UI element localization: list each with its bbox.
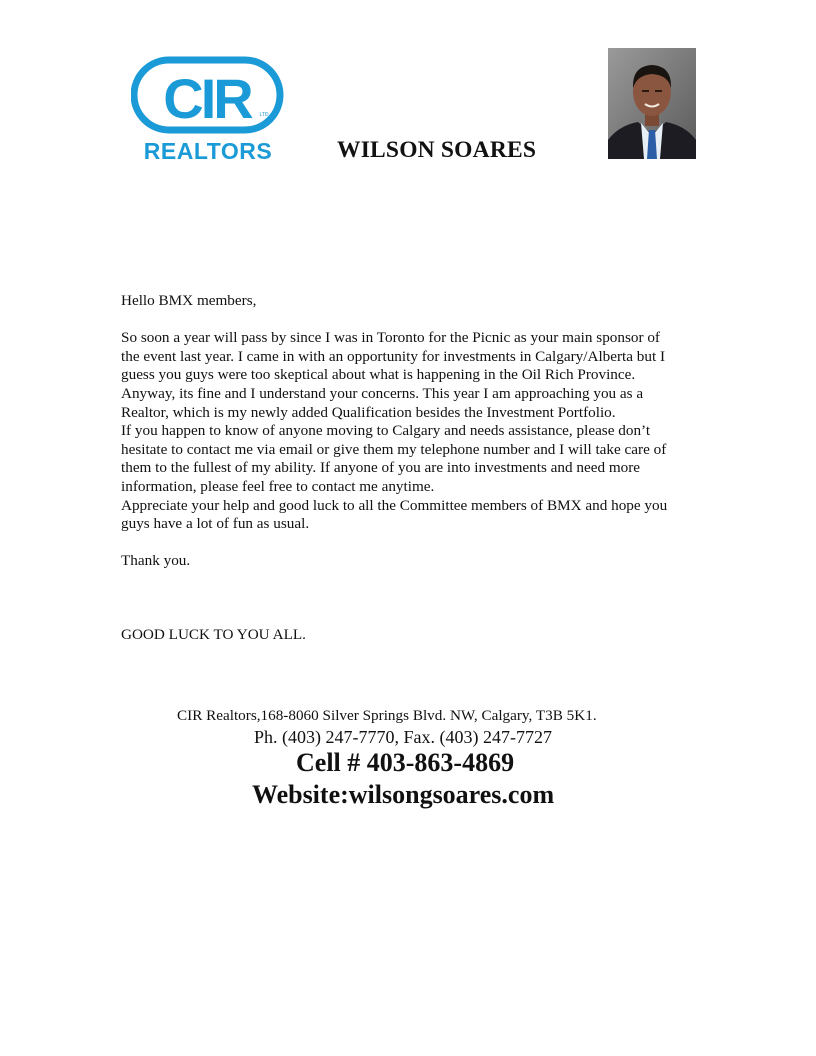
letter-line: guys have a lot of fun as usual.	[121, 515, 310, 533]
logo-ltd-text: LTD	[259, 112, 269, 118]
letter-closing: GOOD LUCK TO YOU ALL.	[121, 625, 306, 643]
logo-brand-text: REALTORS	[143, 138, 273, 164]
portrait-photo-icon	[608, 48, 696, 159]
agent-name-heading: WILSON SOARES	[337, 137, 537, 163]
letter-greeting: Hello BMX members,	[121, 292, 257, 309]
letter-line: So soon a year will pass by since I was in Toronto for the Picnic as your main sponsor of	[121, 329, 660, 347]
website: Website:wilsongsoares.com	[252, 780, 555, 809]
letter-line: information, please feel free to contact me anytime.	[121, 477, 435, 495]
letter-line: If you happen to know of anyone moving to Calgary and needs assistance, please don’t	[121, 422, 651, 440]
letter-line: Realtor, which is my newly added Qualification besides the Investment Portfolio.	[121, 403, 616, 421]
logo-mark-text: CIR	[163, 67, 251, 130]
letter-line: them to the fullest of my ability. If anyone of you are into investments and need more	[121, 459, 641, 477]
logo-mark	[131, 56, 285, 164]
letter-body	[121, 292, 711, 645]
cir-realtors-logo	[131, 56, 285, 164]
agent-photo	[608, 48, 696, 159]
letter-line: guess you guys were too skeptical about what is happening in the Oil Rich Province.	[121, 366, 636, 384]
letter-line: Appreciate your help and good luck to all the Committee members of BMX and hope you	[121, 496, 668, 514]
letter-line: Anyway, its fine and I understand your concerns. This year I am approaching you as a	[121, 384, 644, 402]
phone-fax: Ph. (403) 247-7770, Fax. (403) 247-7727	[254, 727, 552, 747]
letter-thanks: Thank you.	[121, 552, 191, 570]
letter-line: hesitate to contact me via email or give them my telephone number and I will take care of	[121, 440, 667, 458]
letter-line: the event last year. I came in with an opportunity for investments in Calgary/Alberta but I	[121, 347, 666, 365]
cell-number: Cell # 403-863-4869	[296, 748, 515, 777]
office-address: CIR Realtors,168-8060 Silver Springs Blvd. NW, Calgary, T3B 5K1.	[177, 707, 597, 724]
